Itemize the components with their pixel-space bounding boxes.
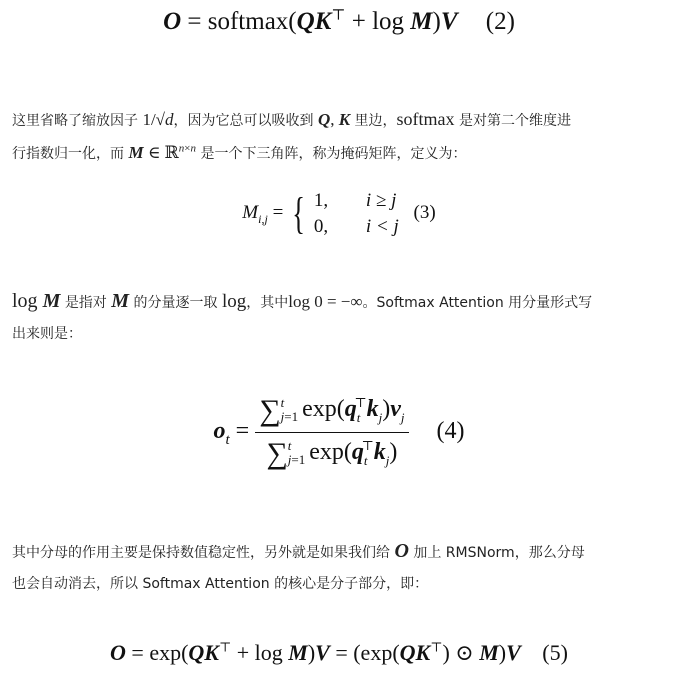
equation-5: O = exp(QK⊤ + log M)V = (exp(QK⊤) ⊙ M)V (5) [110, 639, 568, 665]
equation-4: $o_t$ = ∑t j=1 $\exp(q_t^⊤k_j)v_j$ ∑t j=1 $\exp(q_t^⊤k_j)$ (4) [213, 394, 465, 470]
paragraph-denominator: 其中分母的作用主要是保持数值稳定性，另外就是如果我们给 O 加上 RMSNorm，那么分母 也会自动消去，所以 Softmax Attention 的核心是分子部分，即： [12, 540, 585, 592]
equation-3: $M_{i,j}$ = { 1, i ≥ j 0, i < j (3) [242, 189, 436, 238]
equation-3-tag: (3) [413, 202, 436, 224]
paragraph-scaling: 这里省略了缩放因子 1/√d，因为它总可以吸收到 Q, K 里边，softmax 是对第二个维度进 行指数归一化，而 M ∈ ℝ$^{n\times n}$ 是一个下三角阵，称为掩码矩阵，定义为： [12, 109, 571, 162]
fraction: ∑t j=1 $\exp(q_t^⊤k_j)v_j$ ∑t j=1 $\exp(q_t^⊤k_j)$ [255, 394, 408, 471]
equation-2-tag: (2) [485, 8, 515, 35]
cases-block: 1, i ≥ j 0, i < j [313, 190, 399, 237]
paragraph-log-mask: log M 是指对 M 的分量逐一取 log，其中log 0 = −∞。Softmax Attention 用分量形式写 出来则是： [12, 290, 593, 342]
equation-5-tag: (5) [542, 640, 568, 665]
equation-2: O = softmax(QK⊤ + log M)V (2) [163, 7, 515, 35]
equation-4-tag: (4) [436, 418, 465, 445]
